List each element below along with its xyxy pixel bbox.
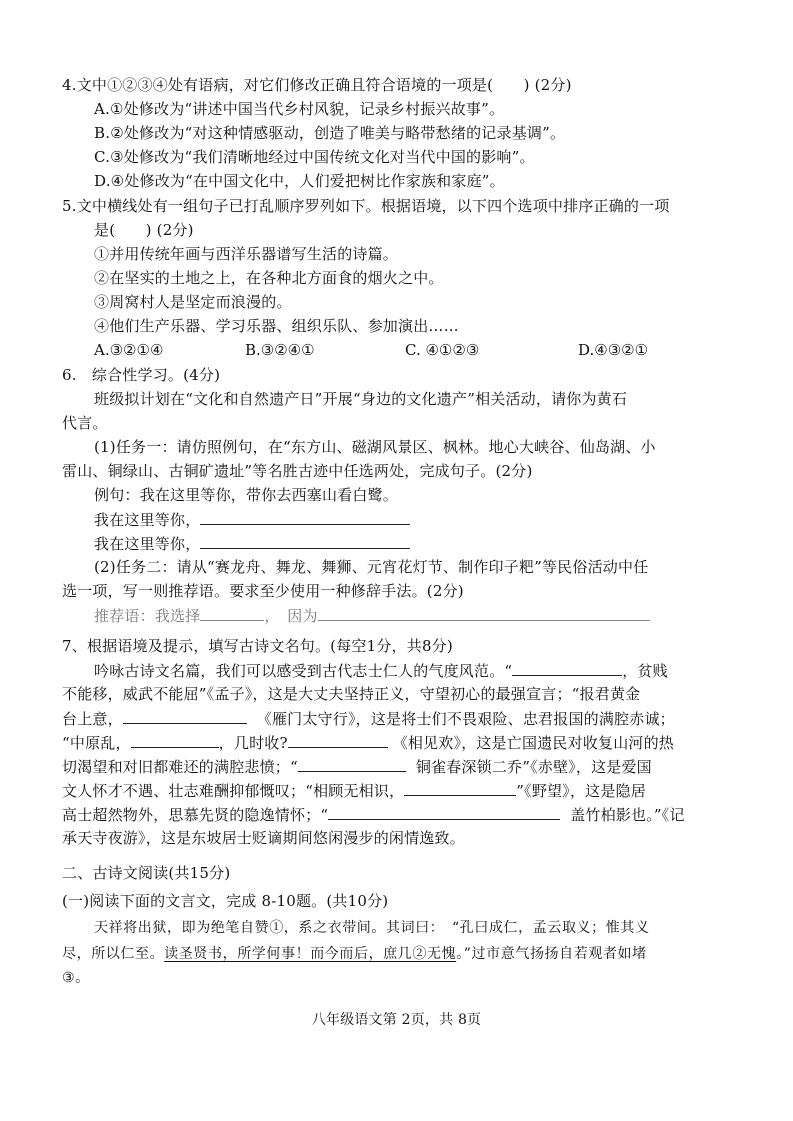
q6-blank-1[interactable] bbox=[200, 507, 410, 525]
q6-recommend-line bbox=[94, 603, 650, 628]
q7-text: 盖竹柏影也。”《记 bbox=[570, 806, 685, 824]
q7-blank-2[interactable] bbox=[123, 706, 247, 724]
q7-text: 高士超然物外，思慕先贤的隐逸情怀；“ bbox=[62, 806, 329, 824]
q7-text: 《相见欢》，这是亡国遗民对收复山河的热 bbox=[392, 734, 674, 752]
q7-text: 吟咏古诗文名篇，我们可以感受到古代志士仁人的气度风范。“ bbox=[94, 662, 513, 680]
q7-line-6 bbox=[62, 778, 646, 803]
q7-line-2: 不能移，威武不能屈”《孟子》，这是大丈夫坚持正义，守望初心的最强宣言；“报君黄金 bbox=[62, 685, 641, 703]
q7-text: “中原乱， bbox=[62, 734, 131, 752]
q6-reason-blank[interactable] bbox=[318, 603, 650, 621]
q6-stem: 6. 综合性学习。(4分) bbox=[62, 366, 221, 384]
section-2-title: 二、古诗文阅读(共15分) bbox=[62, 864, 231, 882]
q7-text: 铜雀春深锁二乔”《赤壁》，这是爱国 bbox=[415, 758, 652, 776]
q5-sentence-4: ④他们生产乐器、学习乐器、组织乐队、参加演出…… bbox=[94, 317, 459, 335]
q7-line-1 bbox=[94, 658, 668, 683]
q5-sentence-1: ①并用传统年画与西洋乐器谱写生活的诗篇。 bbox=[94, 245, 399, 263]
q7-blank-4[interactable] bbox=[288, 730, 388, 748]
q6-answer-line-2 bbox=[94, 531, 410, 556]
q5-option-c: C. ④①②③ bbox=[405, 341, 480, 359]
q7-text: ”《野望》，这是隐居 bbox=[516, 782, 646, 800]
classical-text-line-3: ③。 bbox=[62, 970, 90, 986]
page-footer: 八年级语文第 2页，共 8页 bbox=[311, 1012, 482, 1028]
q5-option-d: D.④③②① bbox=[578, 341, 649, 359]
q5-stem-line2: 是( ) (2分) bbox=[94, 221, 194, 239]
q6-choice-blank[interactable] bbox=[200, 603, 264, 621]
q7-blank-1[interactable] bbox=[512, 658, 622, 676]
q7-stem: 7、根据语境及提示，填写古诗文名句。(每空1分，共8分) bbox=[62, 637, 453, 655]
q7-text: ，几时收? bbox=[218, 734, 288, 752]
q7-blank-3[interactable] bbox=[131, 730, 219, 748]
q7-text: 《雁门太守行》，这是将士们不畏艰险、忠君报国的满腔赤诚； bbox=[256, 710, 675, 728]
q6-blank-2[interactable] bbox=[200, 531, 410, 549]
q7-line-3 bbox=[62, 706, 675, 731]
q5-sentence-2: ②在坚实的土地之上，在各种北方面食的烟火之中。 bbox=[94, 269, 444, 287]
underlined-sentence: 读圣贤书，所学何事！而今而后，庶几②无愧 bbox=[164, 946, 457, 962]
q6-answer-line-1 bbox=[94, 507, 410, 532]
q6-task1-line2: 雷山、铜绿山、古铜矿遗址”等名胜古迹中任选两处，完成句子。(2分) bbox=[62, 462, 533, 480]
q5-sentence-3: ③周窝村人是坚定而浪漫的。 bbox=[94, 293, 292, 311]
q6-task2-line2: 选一项，写一则推荐语。要求至少使用一种修辞手法。(2分) bbox=[62, 582, 464, 600]
q7-line-5 bbox=[62, 754, 652, 779]
q5-option-b: B.③②④① bbox=[245, 341, 315, 359]
q6-task2-line1: (2)任务二：请从“赛龙舟、舞龙、舞狮、元宵花灯节、制作印子粑”等民俗活动中任 bbox=[94, 558, 649, 576]
q4-option-a: A.①处修改为“讲述中国当代乡村风貌，记录乡村振兴故事”。 bbox=[94, 100, 505, 118]
q7-text: 切渴望和对旧都难还的满腔悲愤；“ bbox=[62, 758, 298, 776]
q6-wait-label: 我在这里等你， bbox=[94, 511, 201, 529]
q4-option-b: B.②处修改为“对这种情感驱动，创造了唯美与略带愁绪的记录基调”。 bbox=[94, 124, 566, 142]
q6-recommend-because: ， 因为 bbox=[264, 607, 318, 625]
q7-line-4 bbox=[62, 730, 674, 755]
classical-text: 尽，所以仁至。 bbox=[62, 946, 165, 962]
q7-text: 台上意， bbox=[62, 710, 123, 728]
q7-text: ，贫贱 bbox=[622, 662, 668, 680]
q7-text: 文人怀才不遇、壮志难酬抑郁慨叹；“相顾无相识， bbox=[62, 782, 405, 800]
q4-option-d: D.④处修改为“在中国文化中，人们爱把树比作家族和家庭”。 bbox=[94, 172, 505, 190]
q6-recommend-prefix: 推荐语：我选择 bbox=[94, 607, 201, 625]
q7-blank-7[interactable] bbox=[328, 802, 560, 820]
classical-text: 。”过市意气扬扬自若观者如堵 bbox=[456, 946, 647, 962]
q7-blank-5[interactable] bbox=[298, 754, 406, 772]
q6-wait-label: 我在这里等你， bbox=[94, 535, 201, 553]
classical-text-line-2 bbox=[62, 942, 647, 966]
q7-line-7 bbox=[62, 802, 685, 827]
classical-text-line-1: 天祥将出狱，即为绝笔自赞①，系之衣带间。其词曰： “孔曰成仁，孟云取义；惟其义 bbox=[94, 920, 650, 936]
q4-option-c: C.③处修改为“我们清晰地经过中国传统文化对当代中国的影响”。 bbox=[94, 148, 535, 166]
q6-example: 例句：我在这里等你，带你去西塞山看白鹭。 bbox=[94, 486, 399, 504]
q6-task1-line1: (1)任务一：请仿照例句，在“东方山、磁湖风景区、枫林。地心大峡谷、仙岛湖、小 bbox=[94, 438, 656, 456]
q7-line-8: 承天寺夜游》，这是东坡居士贬谪期间悠闲漫步的闲情逸致。 bbox=[62, 829, 465, 847]
q4-stem: 4.文中①②③④处有语病，对它们修改正确且符合语境的一项是( ) (2分) bbox=[62, 76, 572, 94]
section-2-subtitle: (一)阅读下面的文言文，完成 8-10题。(共10分) bbox=[62, 892, 389, 910]
q5-option-a: A.③②①④ bbox=[94, 341, 164, 359]
q6-intro-line2: 代言。 bbox=[62, 414, 108, 432]
q7-blank-6[interactable] bbox=[404, 778, 516, 796]
q5-stem-line1: 5.文中横线处有一组句子已打乱顺序罗列如下。根据语境，以下四个选项中排序正确的一项 bbox=[62, 197, 670, 215]
q6-intro-line1: 班级拟计划在“文化和自然遗产日”开展“身边的文化遗产”相关活动，请你为黄石 bbox=[94, 390, 628, 408]
